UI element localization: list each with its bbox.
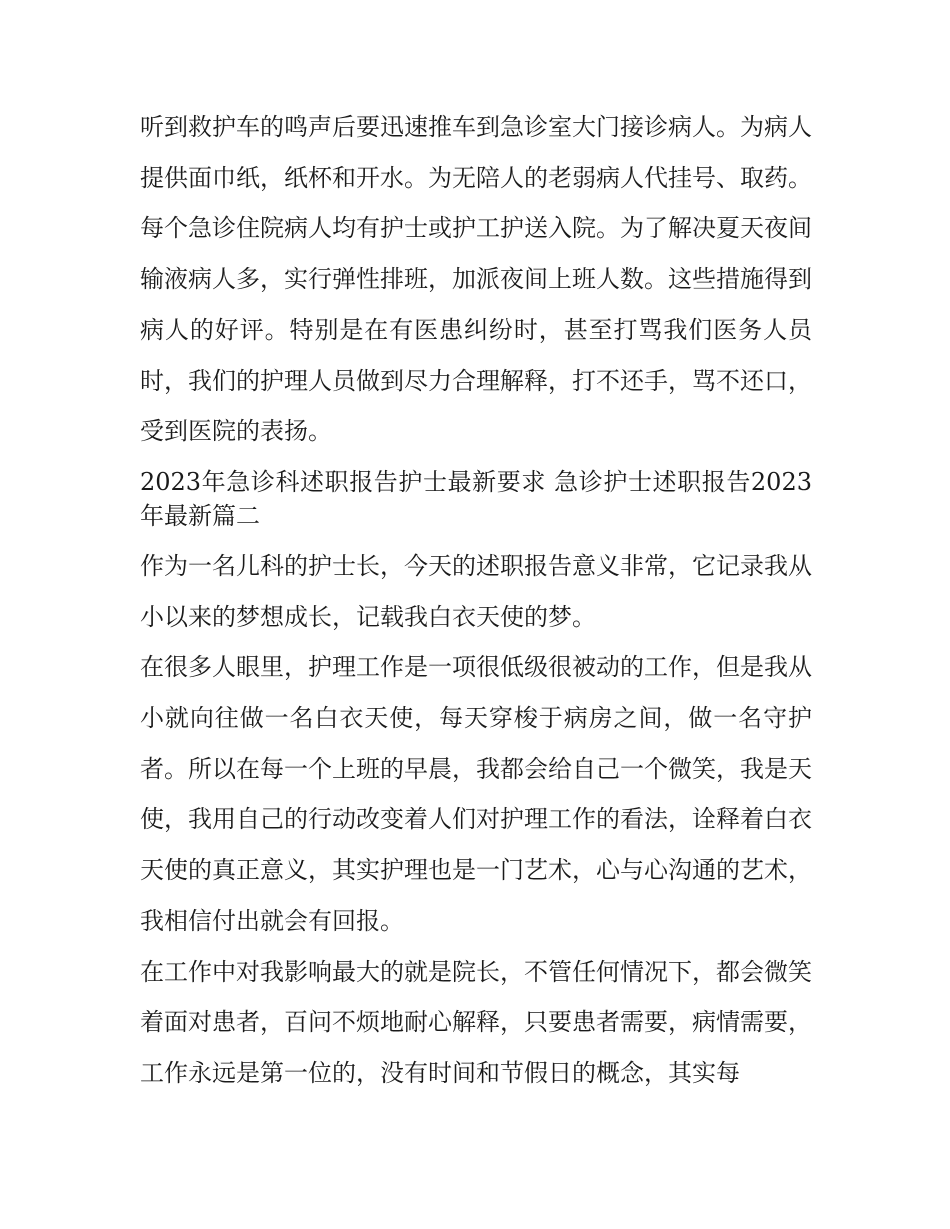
section-heading: 2023年急诊科述职报告护士最新要求 急诊护士述职报告2023年最新篇二 bbox=[140, 467, 812, 530]
paragraph-emergency-service: 听到救护车的鸣声后要迅速推车到急诊室大门接诊病人。为病人提供面巾纸，纸杯和开水。为无陪人的老弱病人代挂号、取药。每个急诊住院病人均有护士或护工护送入院。为了解决夏天夜间输液病人多，实行弹性排班，加派夜间上班人数。这些措施得到病人的好评。特别是在有医患纠纷时，甚至打骂我们医务人员时，我们的护理人员做到尽力合理解释，打不还手，骂不还口，受到医院的表扬。 bbox=[140, 113, 812, 446]
document-body bbox=[140, 102, 812, 1099]
paragraph-director-influence: 在工作中对我影响最大的就是院长，不管任何情况下，都会微笑着面对患者，百问不烦地耐心解释，只要患者需要，病情需要，工作永远是第一位的，没有时间和节假日的概念，其实每 bbox=[140, 957, 812, 1087]
paragraph-nursing-dream: 在很多人眼里，护理工作是一项很低级很被动的工作，但是我从小就向往做一名白衣天使，每天穿梭于病房之间，做一名守护者。所以在每一个上班的早晨，我都会给自己一个微笑，我是天使，我用自己的行动改变着人们对护理工作的看法，诠释着白衣天使的真正意义，其实护理也是一门艺术，心与心沟通的艺术，我相信付出就会有回报。 bbox=[140, 653, 812, 935]
paragraph-intro: 作为一名儿科的护士长，今天的述职报告意义非常，它记录我从小以来的梦想成长，记载我白衣天使的梦。 bbox=[140, 551, 812, 631]
